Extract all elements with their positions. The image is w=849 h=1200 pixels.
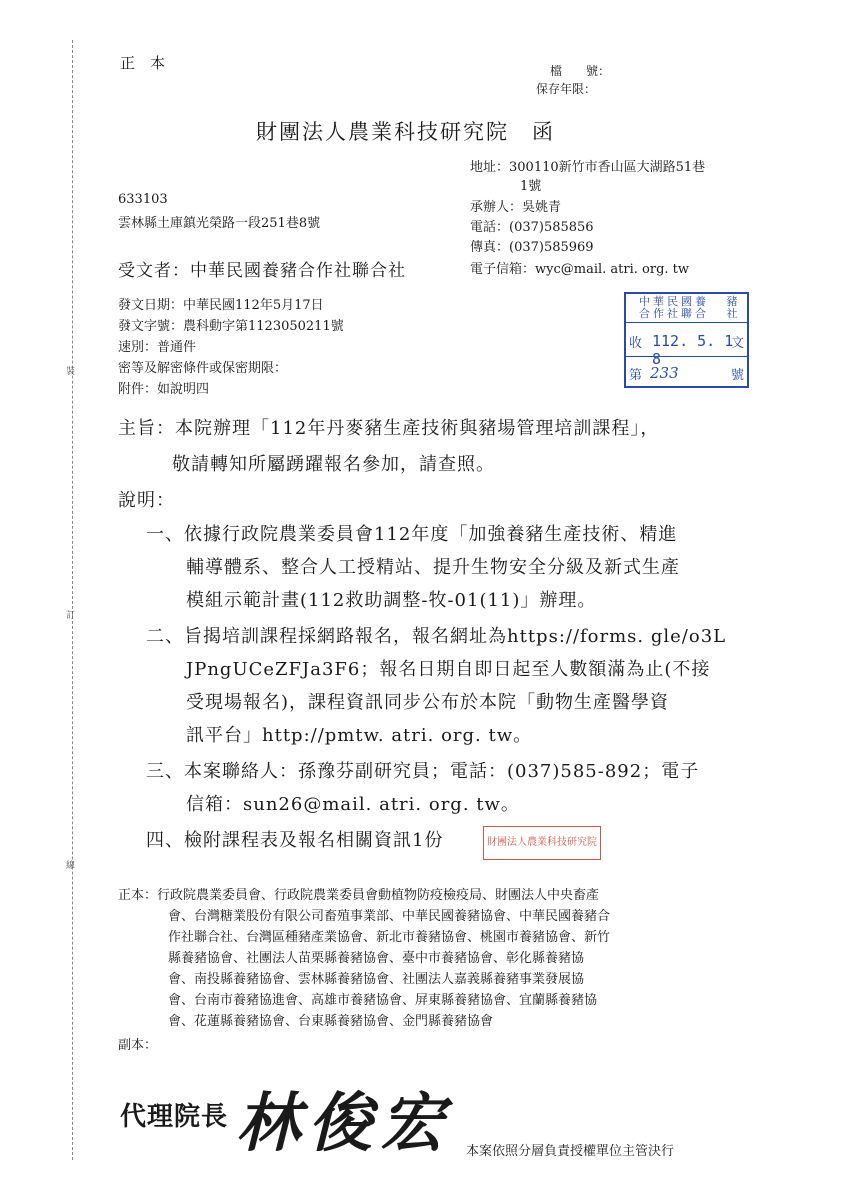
- binding-line: [72, 40, 73, 1160]
- sender-address-line1: 地址：300110新竹市香山區大湖路51巷: [470, 160, 706, 175]
- distribution-original-line3: 作社聯合社、台灣區種豬產業協會、新北市養豬協會、桃園市養豬協會、新竹: [168, 930, 611, 945]
- distribution-original-line7: 會、花蓮縣養豬協會、台東縣養豬協會、金門縣養豬協會: [168, 1014, 494, 1029]
- document-title: 財團法人農業科技研究院 函: [256, 120, 555, 144]
- stamp-left-char: 收: [629, 336, 643, 351]
- explanation-item2-line3: 受現場報名)，課程資訊同步公布於本院「動物生產醫學資: [186, 692, 670, 713]
- stamp-number-value: 233: [650, 364, 679, 382]
- copy-type: 正 本: [120, 54, 166, 72]
- explanation-item1-line3: 模組示範計畫(112救助調整-牧-01(11)」辦理。: [186, 590, 597, 611]
- sender-fax: 傳真：(037)585969: [470, 240, 594, 255]
- distribution-original-line2: 會、台灣糖業股份有限公司畜殖事業部、中華民國養豬協會、中華民國養豬合: [168, 909, 611, 924]
- sender-email: 電子信箱：wyc@mail. atri. org. tw: [470, 262, 690, 277]
- explanation-item4-line1: 四、檢附課程表及報名相關資訊1份: [146, 830, 444, 851]
- stamp-org-line2: 合作社聯合: [639, 307, 709, 320]
- explanation-item2-line1: 二、旨揭培訓課程採網路報名，報名網址為https://forms. gle/o3L: [146, 626, 727, 647]
- stamp-org-right1: 豬: [726, 295, 738, 308]
- signature-name: 林俊宏: [236, 1087, 452, 1161]
- recipient-postal-code: 633103: [118, 192, 168, 207]
- stamp-number-prefix: 第: [629, 368, 643, 383]
- distribution-original-line5: 會、南投縣養豬協會、雲林縣養豬協會、社團法人嘉義縣養豬事業發展協: [168, 972, 585, 987]
- explanation-item2-line4: 訊平台」http://pmtw. atri. org. tw。: [186, 725, 533, 746]
- document-number: 發文字號：農科動字第1123050211號: [118, 319, 344, 334]
- margin-mark-line: 線: [66, 861, 76, 871]
- recipient-addressee: 受文者：中華民國養豬合作社聯合社: [118, 261, 406, 281]
- margin-mark-bind: 裝: [66, 367, 76, 377]
- distribution-original-line6: 會、台南市養豬協進會、高雄市養豬協會、屏東縣養豬協會、宜蘭縣養豬協: [168, 993, 598, 1008]
- explanation-item1-line1: 一、依據行政院農業委員會112年度「加強養豬生產技術、精進: [146, 524, 678, 545]
- sender-contact: 承辦人：吳姚青: [470, 200, 562, 215]
- file-number-label: 檔 號：: [550, 64, 611, 78]
- subject-line1: 主旨：本院辦理「112年丹麥豬生產技術與豬場管理培訓課程」，: [118, 418, 660, 439]
- explanation-item3-line1: 三、本案聯絡人：孫豫芬副研究員；電話：(037)585-892；電子: [146, 761, 700, 782]
- issue-date: 發文日期：中華民國112年5月17日: [118, 298, 324, 313]
- margin-mark-staple: 訂: [66, 611, 76, 621]
- secrecy-level: 密等及解密條件或保密期限：: [118, 361, 288, 376]
- explanation-item2-line2: JPngUCeZFJa3F6；報名日期自即日起至人數額滿為止(不接: [186, 659, 711, 680]
- stamp-right-char: 文: [730, 336, 744, 351]
- receipt-stamp: [624, 292, 749, 388]
- sender-phone: 電話：(037)585856: [470, 220, 594, 235]
- distribution-original-line1: 正本：行政院農業委員會、行政院農業委員會動植物防疫檢疫局、財團法人中央畜產: [118, 888, 600, 903]
- stamp-org-right2: 社: [726, 307, 738, 320]
- explanation-item1-line2: 輔導體系、整合人工授精站、提升生物安全分級及新式生產: [186, 557, 680, 578]
- delivery-speed: 速別：普通件: [118, 340, 197, 355]
- distribution-copy: 副本：: [118, 1038, 158, 1053]
- retention-label: 保存年限：: [536, 82, 597, 96]
- distribution-original-line4: 縣養豬協會、社團法人苗栗縣養豬協會、臺中市養豬協會、彰化縣養豬協: [168, 951, 585, 966]
- recipient-address: 雲林縣土庫鎮光榮路一段251巷8號: [118, 216, 321, 231]
- institution-seal: 財團法人農業科技研究院: [483, 826, 601, 860]
- explanation-heading: 說明：: [118, 490, 175, 511]
- sender-address-line2: 1號: [520, 179, 542, 194]
- attachment-note: 附件：如說明四: [118, 382, 210, 397]
- footer-authority-note: 本案依照分層負責授權單位主管決行: [466, 1144, 675, 1159]
- stamp-org-line1: 中華民國養: [639, 295, 709, 308]
- stamp-number-suffix: 號: [730, 368, 744, 383]
- subject-line2: 敬請轉知所屬踴躍報名參加，請查照。: [172, 454, 495, 475]
- stamp-date: 112. 5. 1 8: [652, 332, 734, 368]
- signature-title: 代理院長: [120, 1102, 229, 1132]
- explanation-item3-line2: 信箱：sun26@mail. atri. org. tw。: [186, 794, 520, 815]
